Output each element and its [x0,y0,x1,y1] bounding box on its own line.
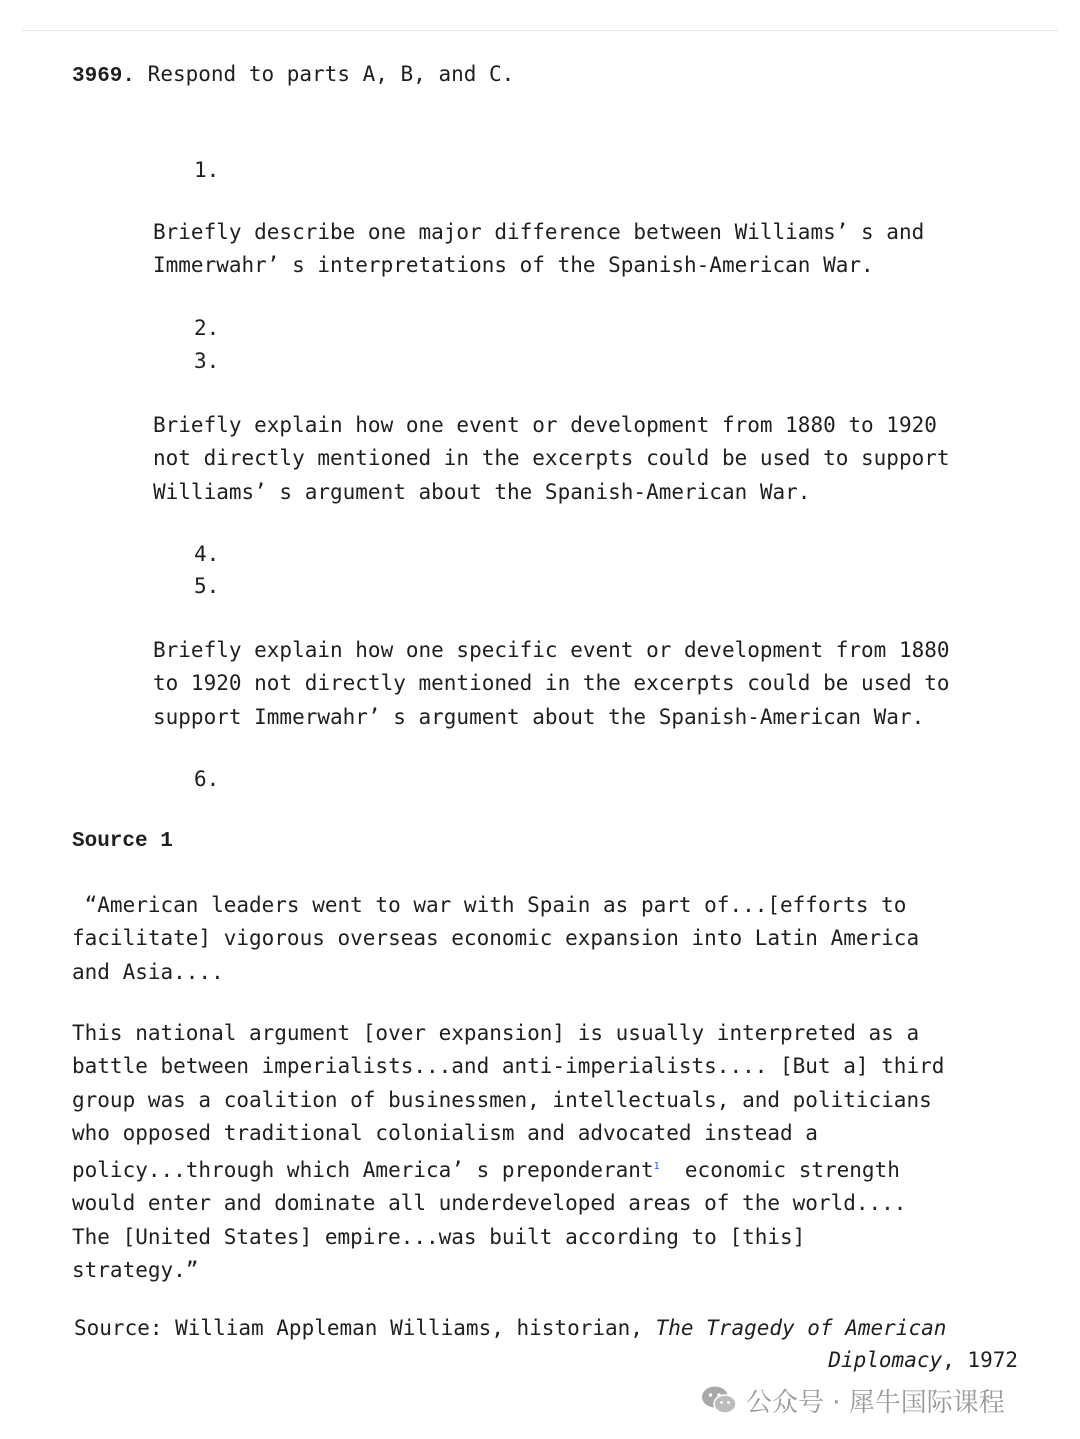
source-line: battle between imperialists...and anti-imperialists.... [But a] third [72,1054,945,1079]
source-heading: Source 1 [72,830,173,853]
citation-prefix: Source: William Appleman Williams, historian, [74,1316,656,1340]
source-line: would enter and dominate all underdeveloped areas of the world.... [72,1191,907,1216]
source-line: strategy.” [72,1258,199,1283]
part-c-line: Briefly explain how one specific event or development from 1880 [153,638,950,662]
part-a-text [153,216,924,283]
source-line-text: policy...through which America’ s preponderant [72,1158,654,1183]
question-header [72,58,514,93]
part-b-line: not directly mentioned in the excerpts could be used to support [153,446,950,471]
source-line: “American leaders went to war with Spain as part of...[efforts to [72,893,907,917]
part-b-line: Williams’ s argument about the Spanish-American War. [153,479,811,504]
item-marker-2: 2. [194,316,220,340]
source-line [72,1150,944,1187]
source-line: facilitate] vigorous overseas economic expansion into Latin America [72,926,920,951]
part-a-line: Immerwahr’ s interpretations of the Spanish-American War. [153,253,874,278]
source-citation-continued [828,1344,1018,1377]
part-a-line: Briefly describe one major difference between Williams’ s and [153,220,925,244]
watermark [700,1380,1005,1420]
question-prompt: Respond to parts A, B, and C. [147,62,515,86]
source-line: This national argument [over expansion] is usually interpreted as a [72,1021,920,1045]
source-citation [74,1312,946,1345]
source-line: who opposed traditional colonialism and advocated instead a [72,1120,818,1145]
item-marker-6: 6. [194,767,220,791]
part-c-line: to 1920 not directly mentioned in the excerpts could be used to [153,671,950,696]
part-b-text [153,409,950,509]
footnote-mark: 1 [653,1161,660,1173]
source-line: The [United States] empire...was built according to [this] [72,1224,806,1249]
source-paragraph-2 [72,1017,944,1287]
part-c-text [153,634,950,734]
source-line: group was a coalition of businessmen, intellectuals, and politicians [72,1087,932,1112]
citation-title: The Tragedy of American [655,1316,947,1340]
item-marker-1: 1. [194,158,220,182]
top-divider [22,30,1058,31]
citation-year: , 1972 [942,1348,1018,1372]
source-paragraph-1 [72,889,919,989]
wechat-icon [700,1385,738,1415]
part-c-line: support Immerwahr’ s argument about the Spanish-American War. [153,704,925,729]
citation-title: Diplomacy [828,1348,943,1372]
question-number: 3969. [72,65,136,88]
part-b-line: Briefly explain how one event or development from 1880 to 1920 [153,413,937,437]
source-line-text: economic strength [659,1158,900,1183]
item-marker-4: 4. [194,542,220,566]
item-marker-3: 3. [194,349,220,373]
item-marker-5: 5. [194,574,220,598]
source-line: and Asia.... [72,959,224,984]
watermark-text: 公众号 · 犀牛国际课程 [746,1387,1005,1418]
